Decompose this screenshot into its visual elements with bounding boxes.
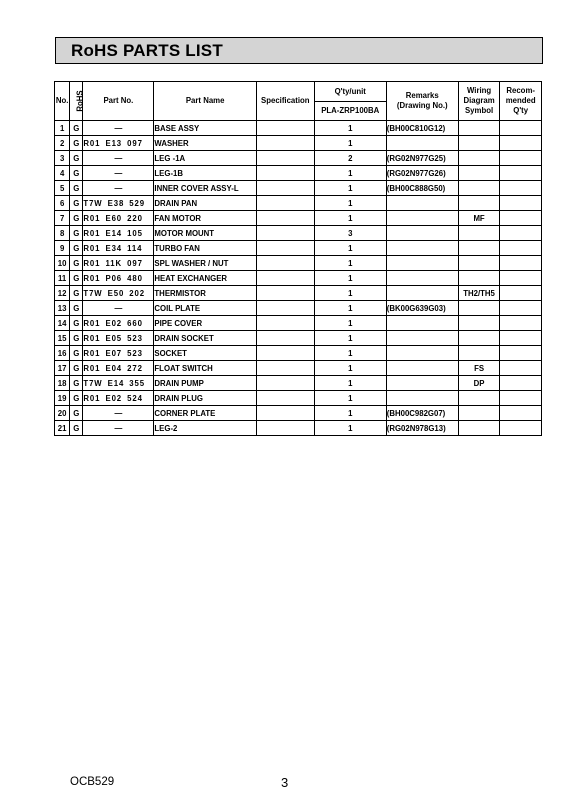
cell-remarks <box>386 391 458 406</box>
cell-rohs: G <box>70 391 83 406</box>
cell-rohs: G <box>70 406 83 421</box>
table-row <box>55 226 542 241</box>
cell-rohs: G <box>70 331 83 346</box>
parts-table <box>54 81 542 436</box>
cell-remarks: (BK00G639G03) <box>386 301 458 316</box>
cell-rohs: G <box>70 211 83 226</box>
cell-wiring-symbol <box>458 406 500 421</box>
cell-part-no: — <box>83 151 154 166</box>
cell-rohs: G <box>70 316 83 331</box>
cell-no: 17 <box>55 361 70 376</box>
cell-recommended-qty <box>500 391 542 406</box>
cell-part-name: BASE ASSY <box>154 121 256 136</box>
cell-no: 2 <box>55 136 70 151</box>
cell-wiring-symbol <box>458 331 500 346</box>
table-row <box>55 391 542 406</box>
cell-part-no: — <box>83 421 154 436</box>
cell-remarks: (RG02N978G13) <box>386 421 458 436</box>
cell-remarks <box>386 346 458 361</box>
cell-recommended-qty <box>500 301 542 316</box>
cell-qty: 1 <box>314 316 386 331</box>
table-row <box>55 166 542 181</box>
cell-rohs: G <box>70 376 83 391</box>
cell-qty: 1 <box>314 331 386 346</box>
cell-specification <box>256 346 314 361</box>
table-row <box>55 151 542 166</box>
page-title: RoHS PARTS LIST <box>71 41 223 60</box>
cell-part-name: THERMISTOR <box>154 286 256 301</box>
table-row <box>55 121 542 136</box>
table-row <box>55 421 542 436</box>
cell-qty: 1 <box>314 256 386 271</box>
footer-page-number: 3 <box>281 775 289 790</box>
cell-remarks <box>386 316 458 331</box>
cell-qty: 1 <box>314 181 386 196</box>
cell-remarks <box>386 136 458 151</box>
cell-no: 11 <box>55 271 70 286</box>
cell-wiring-symbol <box>458 256 500 271</box>
cell-remarks: (BH00C888G50) <box>386 181 458 196</box>
cell-qty: 3 <box>314 226 386 241</box>
cell-part-no: — <box>83 301 154 316</box>
cell-part-name: DRAIN SOCKET <box>154 331 256 346</box>
cell-part-name: COIL PLATE <box>154 301 256 316</box>
cell-specification <box>256 331 314 346</box>
cell-wiring-symbol <box>458 136 500 151</box>
cell-recommended-qty <box>500 226 542 241</box>
header-recom <box>500 82 542 121</box>
cell-remarks <box>386 286 458 301</box>
header-remarks-line1: Remarks <box>405 91 439 100</box>
cell-wiring-symbol <box>458 421 500 436</box>
cell-no: 13 <box>55 301 70 316</box>
cell-qty: 1 <box>314 346 386 361</box>
cell-no: 18 <box>55 376 70 391</box>
cell-remarks <box>386 361 458 376</box>
cell-specification <box>256 121 314 136</box>
cell-part-name: FAN MOTOR <box>154 211 256 226</box>
cell-specification <box>256 256 314 271</box>
cell-recommended-qty <box>500 406 542 421</box>
cell-part-name: TURBO FAN <box>154 241 256 256</box>
cell-part-no: — <box>83 406 154 421</box>
cell-wiring-symbol: DP <box>458 376 500 391</box>
header-recom-line3: Q'ty <box>513 106 529 115</box>
cell-no: 19 <box>55 391 70 406</box>
header-remarks <box>386 82 458 121</box>
cell-qty: 1 <box>314 136 386 151</box>
cell-rohs: G <box>70 136 83 151</box>
cell-recommended-qty <box>500 256 542 271</box>
parts-table-body <box>55 121 542 436</box>
cell-recommended-qty <box>500 211 542 226</box>
cell-no: 21 <box>55 421 70 436</box>
cell-specification <box>256 151 314 166</box>
cell-no: 3 <box>55 151 70 166</box>
cell-qty: 1 <box>314 241 386 256</box>
header-specification: Specification <box>256 82 314 121</box>
cell-wiring-symbol <box>458 346 500 361</box>
cell-wiring-symbol <box>458 241 500 256</box>
table-row <box>55 181 542 196</box>
table-row <box>55 301 542 316</box>
cell-qty: 1 <box>314 166 386 181</box>
header-part-no: Part No. <box>83 82 154 121</box>
cell-part-no: R01 E60 220 <box>83 211 154 226</box>
cell-part-name: DRAIN PLUG <box>154 391 256 406</box>
cell-wiring-symbol <box>458 181 500 196</box>
cell-qty: 1 <box>314 421 386 436</box>
table-row <box>55 136 542 151</box>
cell-no: 20 <box>55 406 70 421</box>
table-row <box>55 361 542 376</box>
cell-wiring-symbol <box>458 271 500 286</box>
cell-remarks <box>386 226 458 241</box>
cell-wiring-symbol <box>458 121 500 136</box>
cell-rohs: G <box>70 361 83 376</box>
cell-recommended-qty <box>500 181 542 196</box>
cell-rohs: G <box>70 151 83 166</box>
cell-recommended-qty <box>500 346 542 361</box>
table-row <box>55 256 542 271</box>
table-row <box>55 271 542 286</box>
cell-rohs: G <box>70 196 83 211</box>
cell-recommended-qty <box>500 136 542 151</box>
cell-wiring-symbol <box>458 151 500 166</box>
cell-part-no: — <box>83 166 154 181</box>
cell-remarks <box>386 271 458 286</box>
cell-part-no: T7W E38 529 <box>83 196 154 211</box>
cell-recommended-qty <box>500 361 542 376</box>
cell-remarks: (RG02N977G25) <box>386 151 458 166</box>
cell-recommended-qty <box>500 331 542 346</box>
cell-wiring-symbol <box>458 301 500 316</box>
cell-specification <box>256 271 314 286</box>
cell-specification <box>256 391 314 406</box>
cell-specification <box>256 301 314 316</box>
cell-qty: 1 <box>314 271 386 286</box>
header-no: No. <box>55 82 70 121</box>
cell-part-no: T7W E14 355 <box>83 376 154 391</box>
table-row <box>55 196 542 211</box>
cell-qty: 1 <box>314 391 386 406</box>
cell-remarks <box>386 376 458 391</box>
cell-specification <box>256 316 314 331</box>
cell-part-no: R01 E14 105 <box>83 226 154 241</box>
cell-qty: 1 <box>314 406 386 421</box>
cell-recommended-qty <box>500 241 542 256</box>
cell-wiring-symbol <box>458 316 500 331</box>
cell-part-name: SPL WASHER / NUT <box>154 256 256 271</box>
cell-remarks: (BH00C810G12) <box>386 121 458 136</box>
table-row <box>55 346 542 361</box>
cell-part-no: R01 E34 114 <box>83 241 154 256</box>
cell-part-no: R01 E04 272 <box>83 361 154 376</box>
cell-qty: 1 <box>314 301 386 316</box>
cell-recommended-qty <box>500 271 542 286</box>
header-wiring-line2: Diagram <box>463 96 495 105</box>
table-row <box>55 406 542 421</box>
cell-remarks: (RG02N977G26) <box>386 166 458 181</box>
cell-part-no: — <box>83 181 154 196</box>
cell-recommended-qty <box>500 121 542 136</box>
page-title-box <box>55 37 543 64</box>
header-rohs: RoHS <box>70 82 83 121</box>
cell-no: 16 <box>55 346 70 361</box>
cell-part-name: MOTOR MOUNT <box>154 226 256 241</box>
cell-part-name: WASHER <box>154 136 256 151</box>
cell-specification <box>256 421 314 436</box>
cell-qty: 1 <box>314 121 386 136</box>
cell-recommended-qty <box>500 196 542 211</box>
cell-rohs: G <box>70 181 83 196</box>
cell-part-no: R01 E05 523 <box>83 331 154 346</box>
cell-rohs: G <box>70 121 83 136</box>
cell-remarks <box>386 211 458 226</box>
cell-no: 6 <box>55 196 70 211</box>
cell-rohs: G <box>70 346 83 361</box>
cell-part-name: CORNER PLATE <box>154 406 256 421</box>
cell-qty: 1 <box>314 286 386 301</box>
cell-part-name: LEG-2 <box>154 421 256 436</box>
cell-no: 7 <box>55 211 70 226</box>
cell-remarks: (BH00C982G07) <box>386 406 458 421</box>
cell-part-name: DRAIN PAN <box>154 196 256 211</box>
cell-part-no: R01 11K 097 <box>83 256 154 271</box>
cell-part-name: INNER COVER ASSY-L <box>154 181 256 196</box>
cell-specification <box>256 286 314 301</box>
cell-specification <box>256 166 314 181</box>
table-row <box>55 286 542 301</box>
cell-qty: 1 <box>314 361 386 376</box>
cell-specification <box>256 226 314 241</box>
table-row <box>55 241 542 256</box>
cell-no: 12 <box>55 286 70 301</box>
cell-part-name: LEG-1B <box>154 166 256 181</box>
cell-specification <box>256 376 314 391</box>
cell-rohs: G <box>70 256 83 271</box>
cell-remarks <box>386 256 458 271</box>
header-qty-unit: Q'ty/unit <box>314 82 386 102</box>
cell-wiring-symbol <box>458 226 500 241</box>
cell-rohs: G <box>70 271 83 286</box>
cell-part-no: R01 E02 524 <box>83 391 154 406</box>
cell-specification <box>256 406 314 421</box>
cell-recommended-qty <box>500 151 542 166</box>
cell-no: 15 <box>55 331 70 346</box>
cell-part-name: LEG -1A <box>154 151 256 166</box>
header-recom-line1: Recom- <box>506 86 535 95</box>
cell-specification <box>256 241 314 256</box>
cell-no: 9 <box>55 241 70 256</box>
cell-rohs: G <box>70 421 83 436</box>
cell-qty: 1 <box>314 196 386 211</box>
header-recom-line2: mended <box>505 96 536 105</box>
cell-no: 10 <box>55 256 70 271</box>
header-wiring-line1: Wiring <box>466 86 492 95</box>
cell-wiring-symbol: FS <box>458 361 500 376</box>
cell-remarks <box>386 241 458 256</box>
cell-qty: 2 <box>314 151 386 166</box>
header-remarks-line2: (Drawing No.) <box>396 101 448 110</box>
cell-recommended-qty <box>500 286 542 301</box>
cell-recommended-qty <box>500 376 542 391</box>
cell-no: 8 <box>55 226 70 241</box>
cell-recommended-qty <box>500 316 542 331</box>
header-model: PLA-ZRP100BA <box>314 102 386 121</box>
cell-rohs: G <box>70 301 83 316</box>
footer-model-code: OCB529 <box>70 776 115 788</box>
cell-part-name: HEAT EXCHANGER <box>154 271 256 286</box>
cell-wiring-symbol: MF <box>458 211 500 226</box>
cell-rohs: G <box>70 286 83 301</box>
cell-rohs: G <box>70 241 83 256</box>
header-wiring <box>458 82 500 121</box>
cell-part-no: T7W E50 202 <box>83 286 154 301</box>
cell-specification <box>256 181 314 196</box>
header-part-name: Part Name <box>154 82 256 121</box>
cell-rohs: G <box>70 166 83 181</box>
table-row <box>55 316 542 331</box>
cell-part-no: R01 E02 660 <box>83 316 154 331</box>
cell-part-no: R01 P06 480 <box>83 271 154 286</box>
cell-part-name: SOCKET <box>154 346 256 361</box>
cell-part-no: — <box>83 121 154 136</box>
cell-part-no: R01 E13 097 <box>83 136 154 151</box>
table-row <box>55 331 542 346</box>
cell-rohs: G <box>70 226 83 241</box>
header-wiring-line3: Symbol <box>464 106 494 115</box>
cell-recommended-qty <box>500 166 542 181</box>
cell-wiring-symbol: TH2/TH5 <box>458 286 500 301</box>
cell-qty: 1 <box>314 376 386 391</box>
cell-remarks <box>386 331 458 346</box>
cell-qty: 1 <box>314 211 386 226</box>
cell-specification <box>256 196 314 211</box>
cell-no: 5 <box>55 181 70 196</box>
table-row <box>55 211 542 226</box>
cell-no: 4 <box>55 166 70 181</box>
cell-part-name: PIPE COVER <box>154 316 256 331</box>
cell-specification <box>256 361 314 376</box>
table-row <box>55 376 542 391</box>
cell-specification <box>256 136 314 151</box>
cell-recommended-qty <box>500 421 542 436</box>
cell-wiring-symbol <box>458 391 500 406</box>
cell-wiring-symbol <box>458 196 500 211</box>
cell-part-name: DRAIN PUMP <box>154 376 256 391</box>
cell-part-no: R01 E07 523 <box>83 346 154 361</box>
cell-remarks <box>386 196 458 211</box>
cell-specification <box>256 211 314 226</box>
cell-part-name: FLOAT SWITCH <box>154 361 256 376</box>
cell-no: 1 <box>55 121 70 136</box>
cell-no: 14 <box>55 316 70 331</box>
cell-wiring-symbol <box>458 166 500 181</box>
